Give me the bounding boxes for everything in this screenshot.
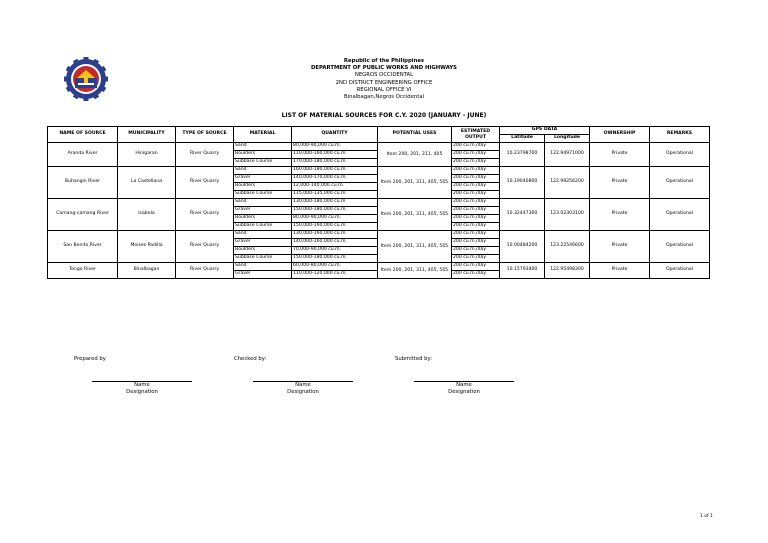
checked-name: Name [295,382,311,388]
estimated-output-cell: 200 cu.m./day [452,263,500,271]
prepared-by-label: Prepared by [74,356,106,362]
col-header-longitude: Longitude [545,135,590,143]
material-cell: Gravel [234,239,292,247]
municipality-cell: Hinigaran [118,143,176,167]
source-type-cell: River Quarry [176,231,234,263]
source-type-cell: River Quarry [176,167,234,199]
longitude-cell: 123.22546600 [545,231,590,263]
source-name-cell: Buhangin River [48,167,118,199]
ownership-cell: Private [590,143,650,167]
material-cell: Gravel [234,271,292,279]
quantity-cell: 110,000-120,000 cu.m. [292,271,378,279]
longitude-cell: 122.94971000 [545,143,590,167]
quantity-cell: 130,000-180,000 cu.m [292,199,378,207]
source-name-cell: Aranda River [48,143,118,167]
header-location: Binalbagan,Negros Occidental [343,94,424,101]
quantity-cell: 60,000-80,000 cu.m. [292,263,378,271]
estimated-output-cell: 200 cu.m./day [452,223,500,231]
submitted-name: Name [456,382,472,388]
quantity-cell: 150,000-180,000 cu.m. [292,255,378,263]
estimated-output-cell: 200 cu.m./day [452,175,500,183]
estimated-output-cell: 200 cu.m./day [452,151,500,159]
material-cell: Boulders [234,247,292,255]
source-type-cell: River Quarry [176,143,234,167]
quantity-cell: 150,000-180,000 cu.m. [292,207,378,215]
estimated-output-cell: 200 cu.m./day [452,207,500,215]
quantity-cell: 12,000-140,000 cu.m. [292,183,378,191]
quantity-cell: 160,000-180,000 cu.m. [292,167,378,175]
material-cell: Boulders [234,215,292,223]
table-row [48,199,710,207]
quantity-cell: 140,000-160,000 cu.m. [292,239,378,247]
col-header-output: ESTIMATED OUTPUT [452,127,500,143]
potential-uses-cell: Item 200, 201, 311, 405, 505 [378,199,452,231]
material-cell: Gravel [234,175,292,183]
latitude-cell: 10.32447300 [500,199,545,231]
table-body [48,143,710,279]
col-header-uses: POTENTIAL USES [378,127,452,143]
municipality-cell: Binalbagan [118,263,176,279]
quantity-cell: 80,000-90,000 cu.m. [292,215,378,223]
document-header [0,58,768,101]
col-header-municipality: MUNICIPALITY [118,127,176,143]
col-header-latitude: Latitude [500,135,545,143]
page-number: 1 of 1 [700,514,713,519]
potential-uses-cell: Item 200, 201, 311, 405 [378,143,452,167]
quantity-cell: 140,000-170,000 cu.m. [292,175,378,183]
estimated-output-cell: 200 cu.m./day [452,199,500,207]
material-cell: Sand [234,263,292,271]
header-department: DEPARTMENT OF PUBLIC WORKS AND HIGHWAYS [311,65,457,72]
longitude-cell: 122.99256200 [545,167,590,199]
header-office: 2ND DISTRICT ENGINEERING OFFICE [335,79,433,86]
potential-uses-cell: Item 200, 201, 311, 405, 505 [378,263,452,279]
quantity-cell: 130,000-160,000 cu.m. [292,231,378,239]
checked-signatory [253,382,353,396]
material-cell: Sand [234,199,292,207]
header-republic: Republic of the Philippines [343,58,425,64]
prepared-signatory [92,382,192,396]
ownership-cell: Private [590,199,650,231]
municipality-cell: Isabela [118,199,176,231]
col-header-name: NAME OF SOURCE [48,127,118,143]
ownership-cell: Private [590,167,650,199]
prepared-name: Name [134,382,150,388]
longitude-cell: 123.02303100 [545,199,590,231]
remarks-cell: Operational [650,199,710,231]
col-header-type: TYPE OF SOURCE [176,127,234,143]
estimated-output-cell: 200 cu.m./day [452,159,500,167]
table-header-row [48,127,710,135]
remarks-cell: Operational [650,263,710,279]
estimated-output-cell: 200 cu.m./day [452,167,500,175]
latitude-cell: 10.00484200 [500,231,545,263]
remarks-cell: Operational [650,231,710,263]
quantity-cell: 150,000-160,000 cu.m. [292,223,378,231]
table-row [48,167,710,175]
potential-uses-cell: Item 200, 201, 311, 405, 505 [378,231,452,263]
material-cell: Subbase Course [234,159,292,167]
estimated-output-cell: 200 cu.m./day [452,255,500,263]
estimated-output-cell: 200 cu.m./day [452,247,500,255]
latitude-cell: 10.19040800 [500,167,545,199]
longitude-cell: 122.95498300 [545,263,590,279]
material-cell: Subbase Course [234,191,292,199]
submitted-by-label: Submitted by: [395,356,433,362]
quantity-cell: 110,000-160,000 cu.m. [292,151,378,159]
source-name-cell: Camang-camang River [48,199,118,231]
quantity-cell: 170,000-180,000 cu.m. [292,159,378,167]
document-title: LIST OF MATERIAL SOURCES FOR C.Y. 2020 (JANUARY - JUNE) [281,112,487,119]
material-sources-table [47,126,710,279]
quantity-cell: 115,000-135,000 cu.m. [292,191,378,199]
remarks-cell: Operational [650,143,710,167]
table-row [48,231,710,239]
table-row [48,263,710,271]
latitude-cell: 10.23798700 [500,143,545,167]
checked-designation: Designation [287,389,319,395]
quantity-cell: 70,000-90,000 cu.m. [292,247,378,255]
source-type-cell: River Quarry [176,263,234,279]
submitted-designation: Designation [448,389,480,395]
header-province: NEGROS OCCIDENTAL [354,72,414,79]
remarks-cell: Operational [650,167,710,199]
latitude-cell: 10.15793400 [500,263,545,279]
material-cell: Gravel [234,207,292,215]
source-type-cell: River Quarry [176,199,234,231]
col-header-quantity: QUANTITY [292,127,378,143]
material-cell: Sand [234,231,292,239]
material-cell: Subbase Course [234,255,292,263]
material-cell: Boulders [234,151,292,159]
estimated-output-cell: 200 cu.m./day [452,191,500,199]
estimated-output-cell: 200 cu.m./day [452,143,500,151]
submitted-signatory [414,382,514,396]
checked-by-label: Checked by: [234,356,267,362]
estimated-output-cell: 200 cu.m./day [452,183,500,191]
material-cell: Sand [234,167,292,175]
source-name-cell: Tongo River [48,263,118,279]
potential-uses-cell: Item 200, 201, 311, 405, 505 [378,167,452,199]
municipality-cell: Moises Padilla [118,231,176,263]
material-cell: Subbase Course [234,223,292,231]
col-header-gps: GPS DATA [500,127,590,135]
ownership-cell: Private [590,231,650,263]
table-row [48,143,710,151]
estimated-output-cell: 200 cu.m./day [452,231,500,239]
estimated-output-cell: 200 cu.m./day [452,215,500,223]
municipality-cell: La Castellana [118,167,176,199]
col-header-remarks: REMARKS [650,127,710,143]
material-cell: Boulders [234,183,292,191]
material-cell: Sand [234,143,292,151]
header-region: REGIONAL OFFICE VI [356,86,412,93]
col-header-ownership: OWNERSHIP [590,127,650,143]
estimated-output-cell: 200 cu.m./day [452,239,500,247]
quantity-cell: 80,000-90,000 cu.m. [292,143,378,151]
prepared-designation: Designation [126,389,158,395]
estimated-output-cell: 200 cu.m./day [452,271,500,279]
col-header-material: MATERIAL [234,127,292,143]
source-name-cell: San Benito River [48,231,118,263]
ownership-cell: Private [590,263,650,279]
